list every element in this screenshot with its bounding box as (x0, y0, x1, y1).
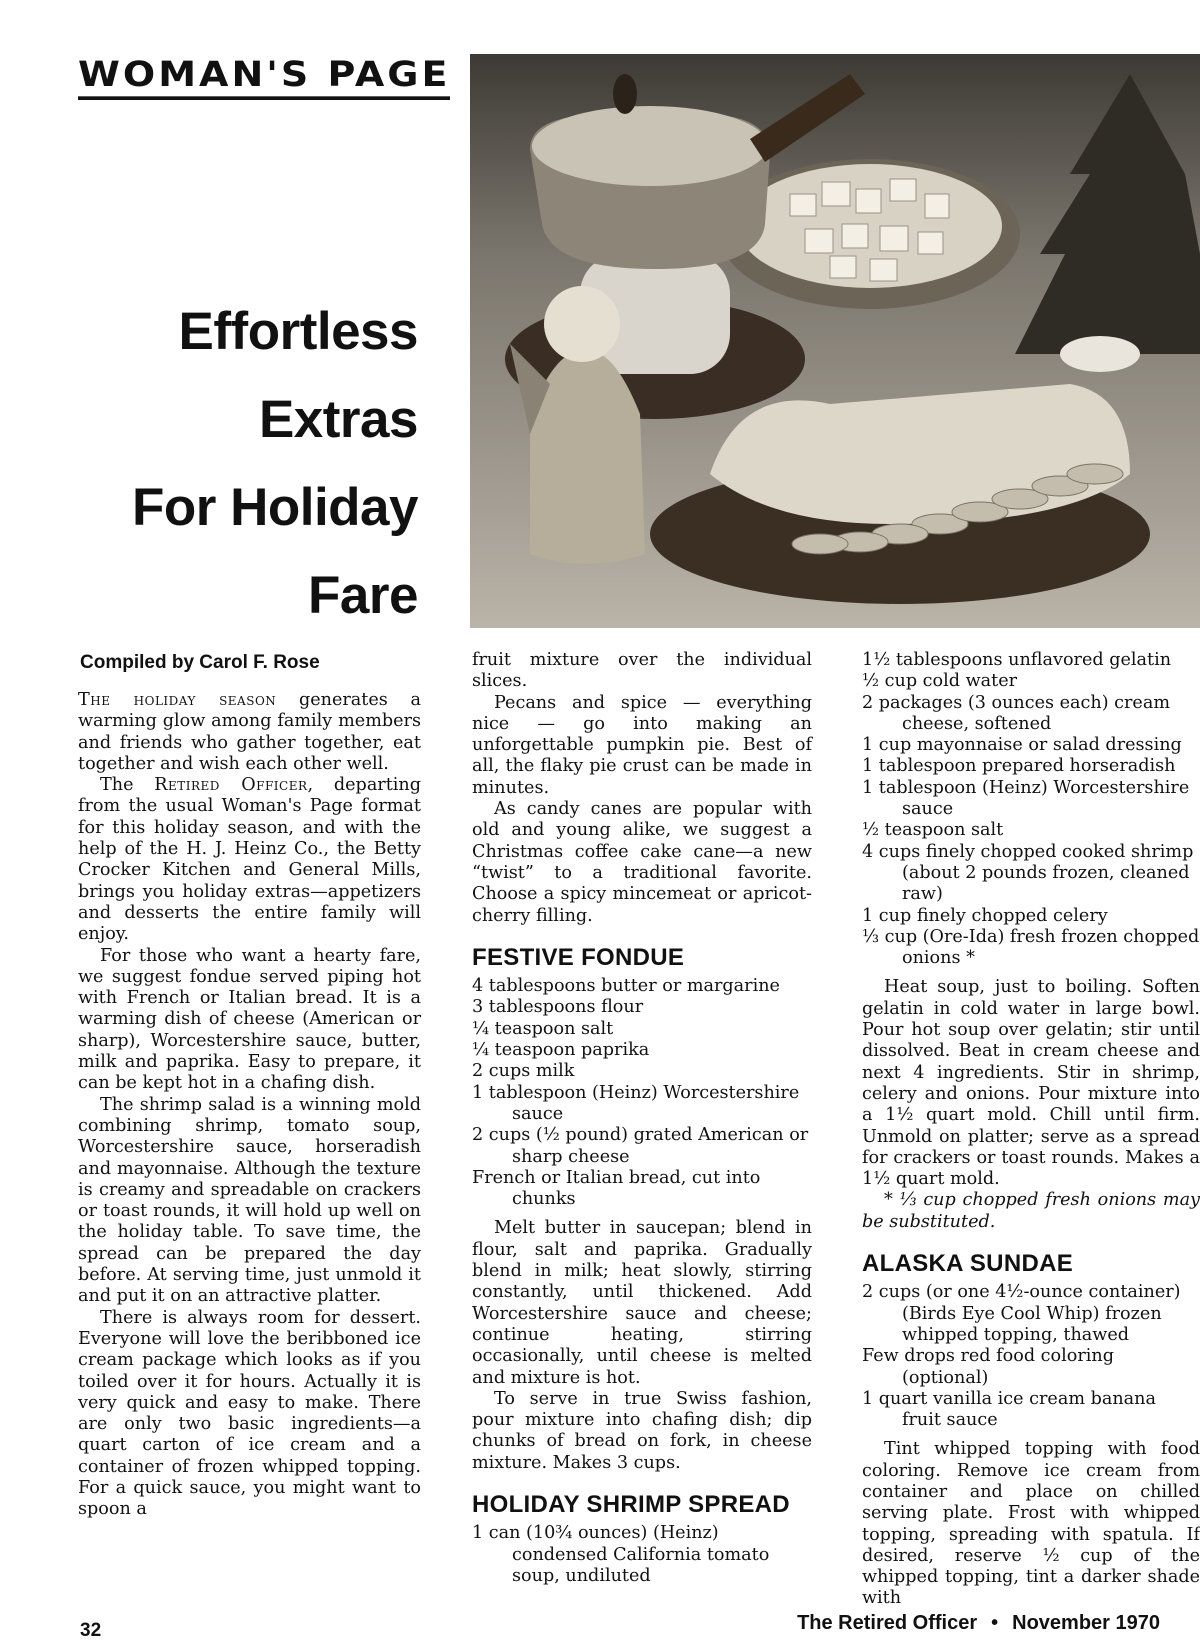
paragraph: Pecans and spice — everything nice — go into making an unforgettable pumpkin pie. Best of all, the flaky pie crust can be made in minutes. (472, 692, 812, 798)
recipe-title-sundae: ALASKA SUNDAE (862, 1250, 1074, 1278)
ingredient: 2 cups milk (472, 1061, 575, 1082)
ingredient: ¼ teaspoon salt (472, 1018, 614, 1039)
paragraph: As candy canes are popular with old and young alike, we suggest a Christmas coffee cake cane—a new “twist” to a traditional favorite. Choose a spicy mincemeat or apricot-cherry filling. (472, 799, 812, 926)
ingredient: 4 tablespoons butter or margarine (472, 976, 780, 997)
paragraph-text: , departing from the usual Woman's Page format for this holiday season, and with the help of the H. J. Heinz Co., the Betty Crocker Kitchen and General Mills, brings you holiday extras—appetizers and desserts the entire family will enjoy. (78, 775, 422, 945)
ingredient: 1 cup mayonnaise or salad dressing (862, 735, 1182, 756)
title-line: Extras (258, 390, 418, 449)
ingredient-list (472, 1523, 812, 1587)
issue-date: November 1970 (1012, 1612, 1160, 1634)
footer-publication (797, 1612, 1160, 1635)
publication-name: Retired Officer (154, 775, 308, 796)
recipe-title-shrimp: HOLIDAY SHRIMP SPREAD (472, 1490, 790, 1518)
ingredient: 2 packages (3 ounces each) cream cheese, softened (862, 692, 1171, 734)
paragraph-text: generates a warming glow among family members and friends who gather together, eat together and wish each other well. (78, 690, 421, 774)
ingredient: 2 cups (or one 4½-ounce container) (Birds Eye Cool Whip) frozen whipped topping, thawed (862, 1282, 1181, 1345)
footnote: * ⅓ cup chopped fresh onions may be substituted. (862, 1190, 1200, 1232)
ingredient: 4 cups finely chopped cooked shrimp (about 2 pounds frozen, cleaned raw) (862, 841, 1194, 905)
ingredient: 1 tablespoon (Heinz) Worcestershire sauce (862, 777, 1190, 820)
ingredient: 1½ tablespoons unflavored gelatin (862, 650, 1172, 670)
ingredient: ¼ teaspoon paprika (472, 1040, 650, 1061)
column-3 (862, 650, 1200, 1610)
ingredient: 1 quart vanilla ice cream banana fruit sauce (862, 1388, 1156, 1431)
column-2 (472, 650, 812, 1595)
paragraph: To serve in true Swiss fashion, pour mixture into chafing dish; dip chunks of bread on fork, in cheese mixture. Makes 3 cups. (472, 1388, 812, 1473)
paragraph: Tint whipped topping with food coloring. Remove ice cream from container and place on chilled serving plate. Frost with whipped topping, spreading with spatula. If desired, reserve ½ cup of the whipped topping, tint a darker shade with (862, 1439, 1200, 1609)
ingredient-list (472, 976, 812, 1210)
recipe-title-fondue: FESTIVE FONDUE (472, 943, 685, 971)
photo-illustration (470, 54, 1200, 628)
paragraph: For those who want a hearty fare, we suggest fondue served piping hot with French or Italian bread. It is a warming dish of cheese (American or sharp), Worcestershire sauce, butter, milk and paprika. Easy to prepare, it can be kept hot in a chafing dish. (78, 945, 421, 1094)
publication-name: The Retired Officer (797, 1612, 978, 1634)
article-title (58, 288, 418, 640)
ingredient: ½ cup cold water (862, 671, 1018, 692)
paragraph: fruit mixture over the individual slices. (472, 650, 812, 692)
paragraph-text: The (100, 775, 155, 796)
title-line: Fare (308, 566, 418, 625)
page-number: 32 (80, 1620, 102, 1641)
ingredient: ⅓ cup (Ore-Ida) fresh frozen chopped onions * (862, 926, 1200, 969)
paragraph: Heat soup, just to boiling. Soften gelatin in cold water in large bowl. Pour hot soup over gelatin; stir until dissolved. Beat in cream cheese and next 4 ingredients. Stir in shrimp, celery and onions. Pour mixture into a 1½ quart mold. Chill until firm. Unmold on platter; serve as a spread for crackers or toast rounds. Makes a 1½ quart mold. (862, 977, 1200, 1190)
ingredient: ½ teaspoon salt (862, 820, 1004, 841)
ingredient: Few drops red food coloring (optional) (862, 1346, 1114, 1388)
separator: • (991, 1612, 999, 1634)
ornament (1060, 336, 1140, 372)
ingredient: French or Italian bread, cut into chunks (472, 1167, 761, 1210)
byline: Compiled by Carol F. Rose (80, 652, 320, 673)
paragraph (78, 775, 421, 945)
paragraph: There is always room for dessert. Everyone will love the beribboned ice cream package which looks as if you toiled over it for hours. Actually it is very quick and easy to make. There are only two basic ingredients—a quart carton of ice cream and a container of frozen whipped topping. For a quick sauce, you might want to spoon a (78, 1307, 421, 1520)
ingredient-list (862, 1282, 1200, 1431)
paragraph (78, 690, 421, 775)
lead-in: The holiday season (78, 690, 277, 710)
title-line: Effortless (178, 302, 418, 361)
paragraph: Melt butter in saucepan; blend in flour, salt and paprika. Gradually blend in milk; heat slowly, stirring constantly, until thickened. Add Worcestershire sauce and cheese; continue heating, stirring occasionally, until cheese is melted and mixture is hot. (472, 1218, 812, 1388)
ingredient: 3 tablespoons flour (472, 997, 644, 1018)
column-1 (78, 690, 421, 1521)
section-header: WOMAN'S PAGE (78, 54, 450, 100)
ingredient: 2 cups (½ pound) grated American or sharp cheese (472, 1125, 809, 1167)
ingredient: 1 can (10¾ ounces) (Heinz) condensed California tomato soup, undiluted (472, 1523, 770, 1586)
ingredient: 1 cup finely chopped celery (862, 905, 1108, 926)
shrimp-spread-mold (710, 384, 1130, 524)
paragraph: The shrimp salad is a winning mold combining shrimp, tomato soup, Worcestershire sauce, horseradish and mayonnaise. Although the texture is creamy and spreadable on crackers or toast rounds, it will hold up well on the holiday table. To save time, the spread can be prepared the day before. At serving time, just unmold it and put it on an attractive platter. (78, 1094, 421, 1307)
title-line: For Holiday (131, 478, 418, 537)
fondue-photo (470, 54, 1200, 628)
ingredient: 1 tablespoon (Heinz) Worcestershire sauce (472, 1082, 800, 1124)
ingredient: 1 tablespoon prepared horseradish (862, 756, 1176, 777)
ingredient-list (862, 650, 1200, 969)
